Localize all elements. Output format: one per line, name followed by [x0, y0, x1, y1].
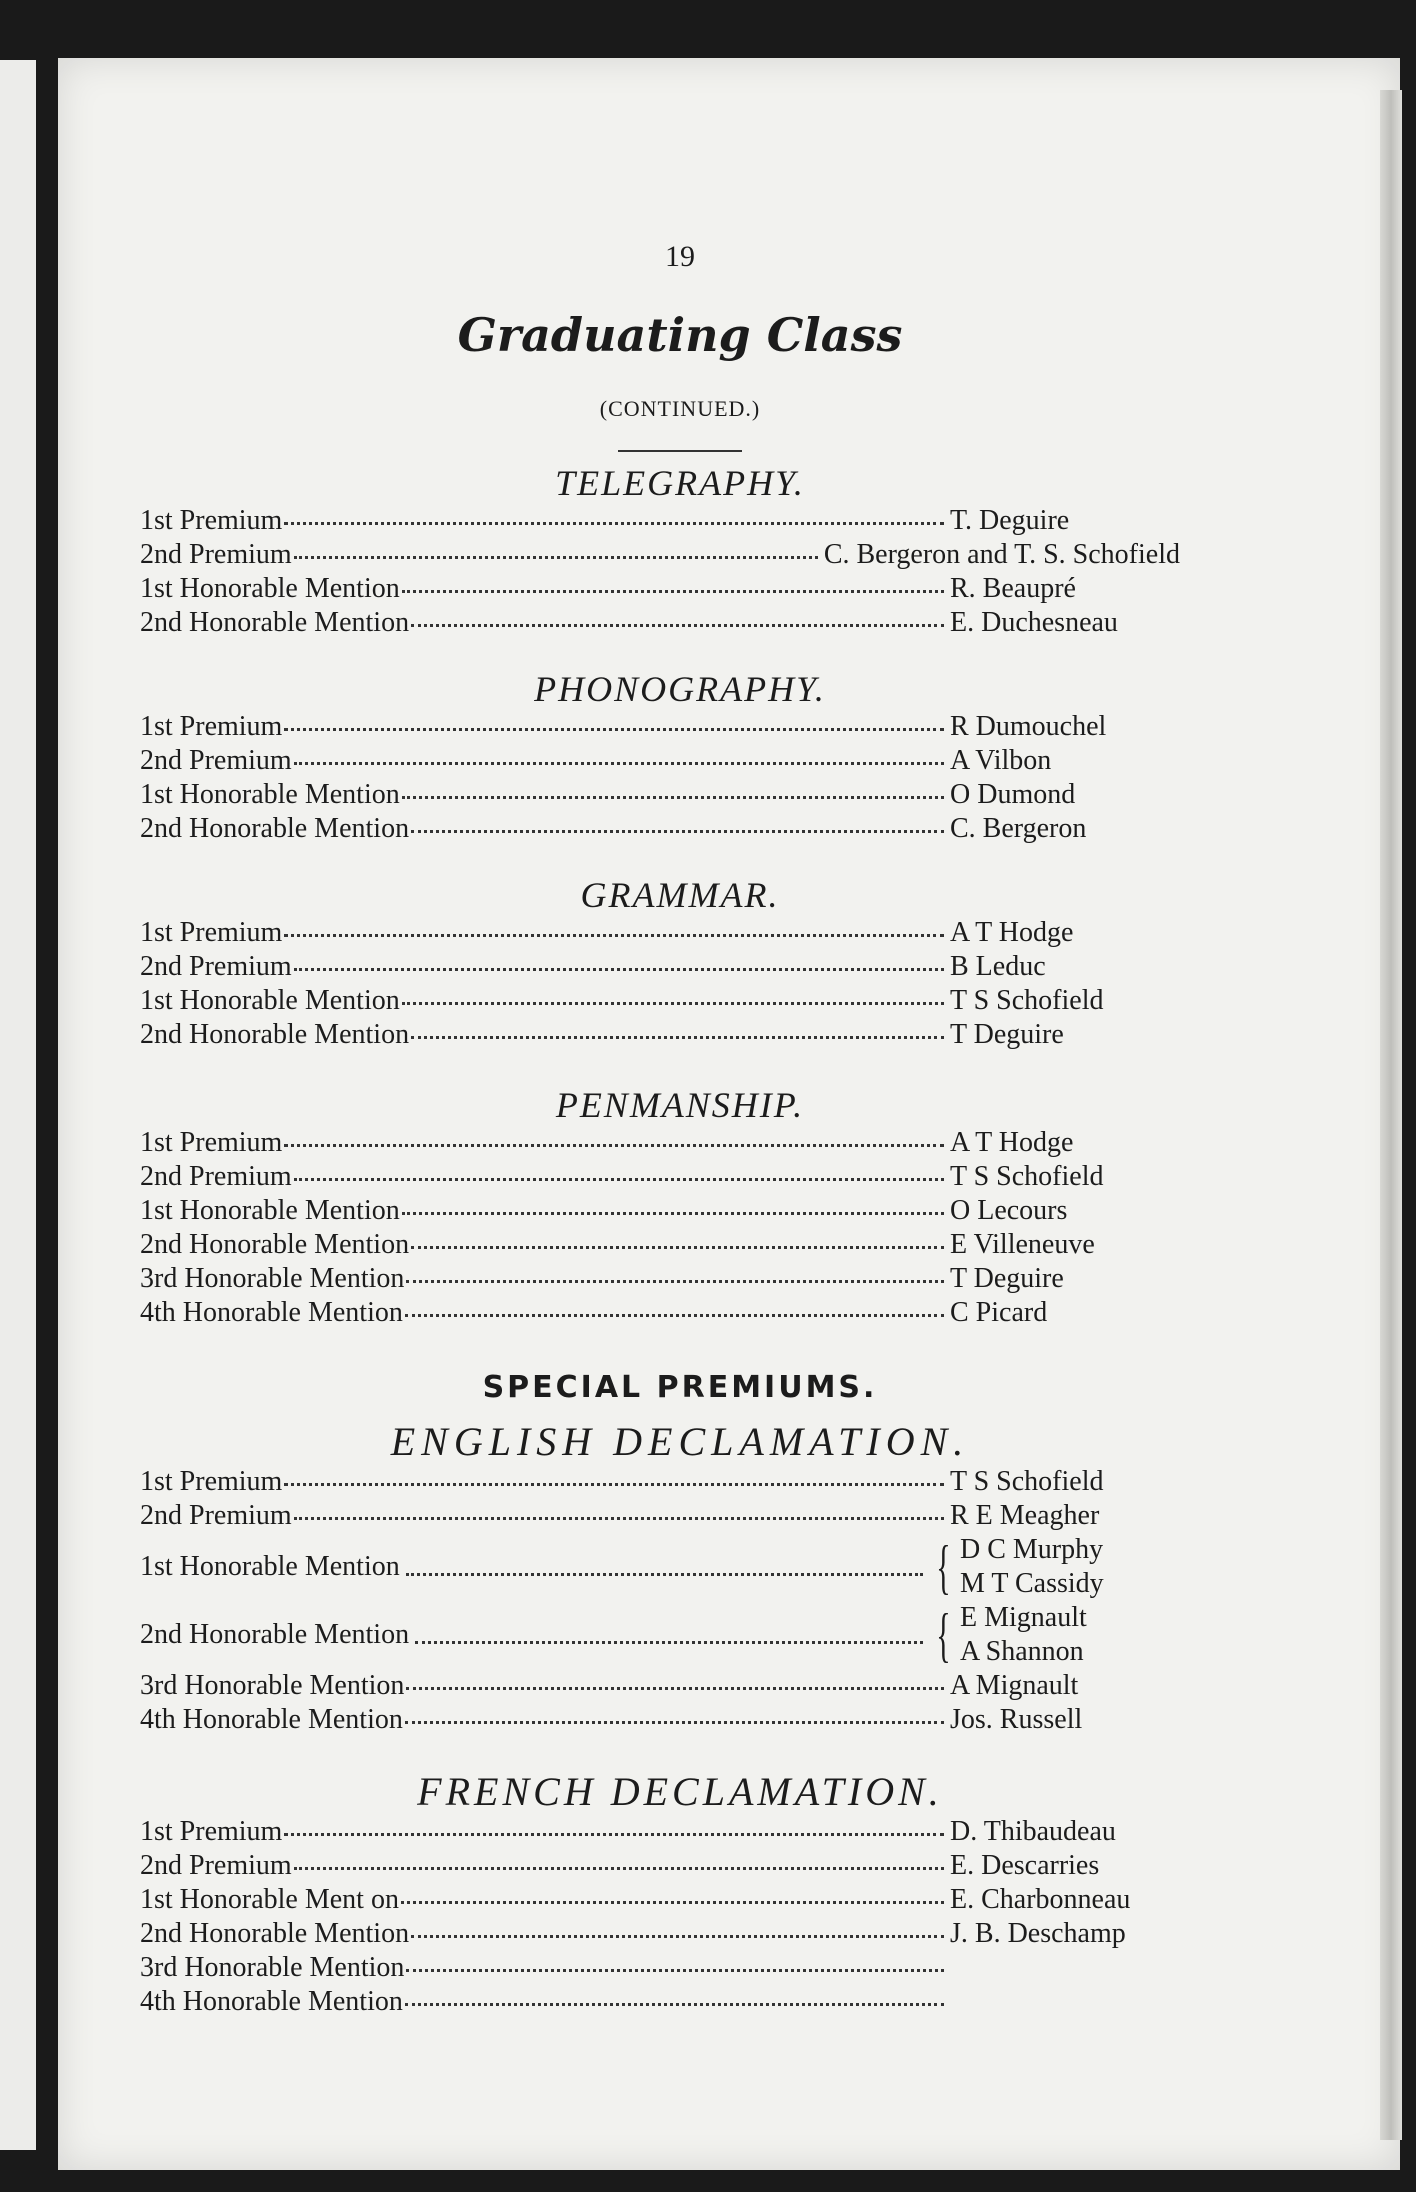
leader-dots — [284, 928, 944, 937]
award-recipient: E. Charbonneau — [950, 1884, 1131, 1915]
section-heading: FRENCH DECLAMATION. — [417, 1769, 943, 1814]
award-label: 1st Honorable Mention — [140, 1551, 400, 1582]
section-special-premiums — [140, 1370, 1180, 1405]
award-recipient: Jos. Russell — [950, 1704, 1083, 1735]
leader-dots — [294, 1172, 944, 1181]
leader-dots — [284, 1827, 944, 1836]
award-row — [140, 1194, 1180, 1228]
award-recipients — [960, 1601, 1180, 1669]
section-english-declamation — [140, 1418, 1180, 1737]
section-heading: GRAMMAR. — [580, 875, 780, 915]
award-row — [140, 1160, 1180, 1194]
award-recipient: O Dumond — [950, 779, 1076, 810]
award-label: 1st Premium — [140, 917, 283, 948]
award-label: 3rd Honorable Mention — [140, 1670, 405, 1701]
award-recipient: E. Duchesneau — [950, 607, 1118, 638]
award-row — [140, 710, 1180, 744]
section-heading: PENMANSHIP. — [555, 1085, 805, 1125]
award-row — [140, 1126, 1180, 1160]
leader-dots — [411, 1929, 944, 1938]
page-edge-stack — [1380, 90, 1402, 2140]
award-recipient: C. Bergeron and T. S. Schofield — [823, 539, 1180, 570]
award-row — [140, 1465, 1180, 1499]
award-recipient: T S Schofield — [950, 1161, 1104, 1192]
leader-dots — [402, 584, 944, 593]
leader-dots — [402, 1206, 944, 1215]
award-recipient: C. Bergeron — [950, 813, 1087, 844]
leader-dots — [411, 1030, 944, 1039]
leader-dots — [402, 996, 944, 1005]
title-divider — [618, 450, 742, 452]
award-row — [140, 916, 1180, 950]
leader-dots — [405, 1715, 944, 1724]
award-row — [140, 1917, 1180, 1951]
award-recipient: T S Schofield — [950, 1466, 1104, 1497]
award-row — [140, 1499, 1180, 1533]
award-row — [140, 1951, 1180, 1985]
award-label: 2nd Honorable Mention — [140, 1019, 410, 1050]
award-recipient: R E Meagher — [950, 1500, 1100, 1531]
section-french-declamation — [140, 1768, 1180, 2019]
leader-dots — [405, 1308, 944, 1317]
award-row — [140, 1018, 1180, 1052]
page-subtitle: (CONTINUED.) — [599, 396, 761, 421]
leader-dots — [284, 1477, 944, 1486]
previous-page-edge — [0, 60, 36, 2150]
section-heading: ENGLISH DECLAMATION. — [390, 1419, 970, 1464]
award-row-braced — [140, 1533, 1180, 1601]
award-label: 4th Honorable Mention — [140, 1297, 403, 1328]
award-row — [140, 606, 1180, 640]
leader-dots — [411, 618, 944, 627]
section-grammar — [140, 874, 1180, 1052]
award-recipient: A Shannon — [960, 1636, 1084, 1667]
award-label: 2nd Premium — [140, 951, 292, 982]
leader-dots — [415, 1635, 923, 1644]
award-label: 1st Honorable Mention — [140, 1195, 400, 1226]
award-recipient: D C Murphy — [960, 1534, 1104, 1565]
award-recipient: E. Descarries — [950, 1850, 1100, 1881]
award-recipient: T Deguire — [950, 1019, 1064, 1050]
award-label: 4th Honorable Mention — [140, 1986, 403, 2017]
section-phonography — [140, 668, 1180, 846]
section-heading: PHONOGRAPHY. — [534, 669, 826, 709]
award-recipient: O Lecours — [950, 1195, 1068, 1226]
award-row — [140, 1849, 1180, 1883]
award-row — [140, 984, 1180, 1018]
section-heading: TELEGRAPHY. — [555, 463, 805, 503]
award-row — [140, 572, 1180, 606]
award-label: 1st Honorable Mention — [140, 573, 400, 604]
leader-dots — [401, 1895, 944, 1904]
award-recipient: A Vilbon — [950, 745, 1052, 776]
leader-dots — [406, 1963, 944, 1972]
award-row — [140, 1703, 1180, 1737]
brace-glyph: { — [936, 1602, 951, 1668]
leader-dots — [406, 1567, 923, 1576]
award-row-braced — [140, 1601, 1180, 1669]
award-row — [140, 504, 1180, 538]
award-label: 1st Honorable Mention — [140, 985, 400, 1016]
award-recipient: M T Cassidy — [960, 1568, 1104, 1599]
award-label: 3rd Honorable Mention — [140, 1952, 405, 1983]
section-heading: SPECIAL PREMIUMS. — [482, 1370, 878, 1405]
award-recipient: C Picard — [950, 1297, 1048, 1328]
award-row — [140, 812, 1180, 846]
award-row — [140, 744, 1180, 778]
section-penmanship — [140, 1084, 1180, 1330]
leader-dots — [294, 550, 818, 559]
leader-dots — [284, 722, 944, 731]
award-label: 4th Honorable Mention — [140, 1704, 403, 1735]
leader-dots — [411, 824, 944, 833]
leader-dots — [402, 790, 944, 799]
award-label: 2nd Honorable Mention — [140, 1619, 410, 1650]
leader-dots — [294, 962, 944, 971]
award-recipient: A Mignault — [950, 1670, 1079, 1701]
leader-dots — [284, 1138, 944, 1147]
award-row — [140, 1296, 1180, 1330]
award-label: 2nd Premium — [140, 1500, 292, 1531]
award-recipient: E Villeneuve — [950, 1229, 1095, 1260]
leader-dots — [294, 756, 944, 765]
award-recipient: A T Hodge — [950, 1127, 1074, 1158]
page-number: 19 — [665, 240, 695, 273]
award-label: 1st Premium — [140, 505, 283, 536]
award-recipient: J. B. Deschamp — [950, 1918, 1126, 1949]
award-recipient: R Dumouchel — [950, 711, 1107, 742]
brace-glyph: { — [936, 1534, 951, 1600]
leader-dots — [284, 516, 944, 525]
leader-dots — [405, 1997, 944, 2006]
award-row — [140, 538, 1180, 572]
award-label: 1st Premium — [140, 711, 283, 742]
leader-dots — [411, 1240, 944, 1249]
leader-dots — [406, 1274, 944, 1283]
award-label: 2nd Honorable Mention — [140, 1918, 410, 1949]
award-label: 1st Premium — [140, 1466, 283, 1497]
award-recipient: T Deguire — [950, 1263, 1064, 1294]
award-label: 2nd Premium — [140, 745, 292, 776]
award-label: 3rd Honorable Mention — [140, 1263, 405, 1294]
award-recipient: R. Beaupré — [950, 573, 1076, 604]
award-recipient: B Leduc — [950, 951, 1046, 982]
award-recipient: D. Thibaudeau — [950, 1816, 1116, 1847]
award-row — [140, 1228, 1180, 1262]
award-recipients — [960, 1533, 1180, 1601]
award-recipient: E Mignault — [960, 1602, 1087, 1633]
award-label: 2nd Premium — [140, 539, 292, 570]
award-row — [140, 1815, 1180, 1849]
award-label: 2nd Honorable Mention — [140, 1229, 410, 1260]
award-recipient: T. Deguire — [950, 505, 1070, 536]
award-recipient: T S Schofield — [950, 985, 1104, 1016]
award-label: 2nd Premium — [140, 1850, 292, 1881]
leader-dots — [406, 1681, 944, 1690]
leader-dots — [294, 1511, 944, 1520]
page-title: Graduating Class — [457, 308, 903, 362]
award-row — [140, 1669, 1180, 1703]
award-label: 1st Premium — [140, 1127, 283, 1158]
award-row — [140, 1262, 1180, 1296]
leader-dots — [294, 1861, 944, 1870]
award-label: 1st Honorable Mention — [140, 779, 400, 810]
award-label: 1st Honorable Ment on — [140, 1884, 399, 1915]
award-label: 2nd Honorable Mention — [140, 607, 410, 638]
section-telegraphy — [140, 462, 1180, 640]
award-row — [140, 778, 1180, 812]
award-row — [140, 1985, 1180, 2019]
award-recipient: A T Hodge — [950, 917, 1074, 948]
award-row — [140, 950, 1180, 984]
award-label: 2nd Premium — [140, 1161, 292, 1192]
award-label: 2nd Honorable Mention — [140, 813, 410, 844]
award-label: 1st Premium — [140, 1816, 283, 1847]
award-row — [140, 1883, 1180, 1917]
